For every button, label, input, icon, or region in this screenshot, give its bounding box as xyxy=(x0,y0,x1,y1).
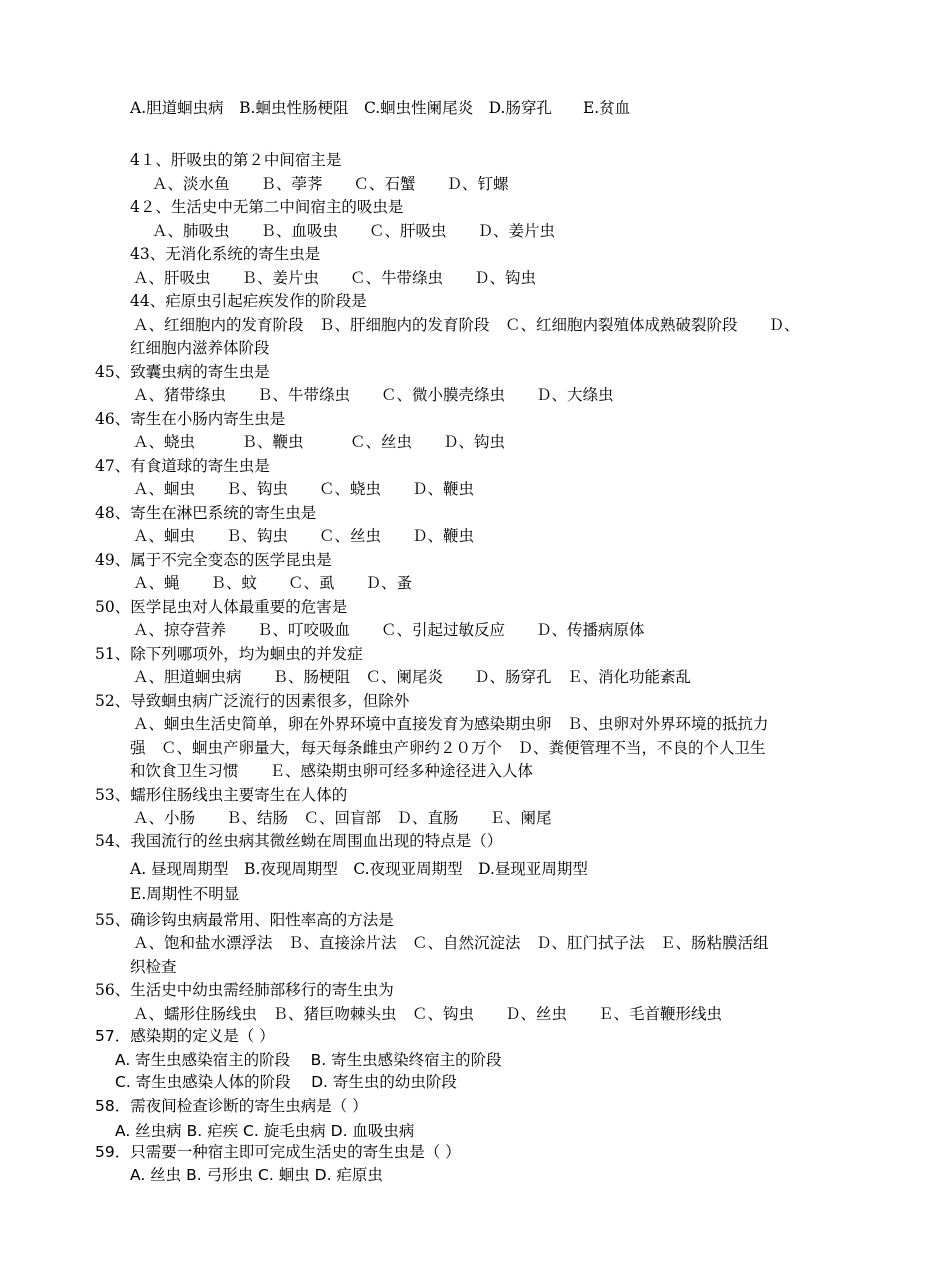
question-51: 51、除下列哪项外，均为蛔虫的并发症 xyxy=(95,645,363,663)
question-58: 58．需夜间检查诊断的寄生虫病是（ ） xyxy=(95,1097,368,1115)
question-57: 57．感染期的定义是（ ） xyxy=(95,1027,275,1045)
question-49: 49、属于不完全变态的医学昆虫是 xyxy=(95,551,332,569)
options-45: Ａ、猪带绦虫 Ｂ、牛带绦虫 Ｃ、微小膜壳绦虫 Ｄ、大绦虫 xyxy=(133,386,614,404)
options-41: Ａ、淡水鱼 Ｂ、荸荠 Ｃ、石蟹 Ｄ、钉螺 xyxy=(152,175,509,193)
options-55: Ａ、饱和盐水漂浮法 Ｂ、直接涂片法 Ｃ、自然沉淀法 Ｄ、肛门拭子法 Ｅ、肠粘膜活组 xyxy=(133,934,769,952)
options-59: A. 丝虫 B. 弓形虫 C. 蛔虫 D. 疟原虫 xyxy=(130,1166,383,1184)
question-45: 45、致囊虫病的寄生虫是 xyxy=(95,363,270,381)
options-52-line2: 强 Ｃ、蛔虫产卵量大，每天每条雌虫产卵约２０万个 Ｄ、粪便管理不当，不良的个人卫生 xyxy=(130,739,766,757)
options-53: Ａ、小肠 Ｂ、结肠 Ｃ、回盲部 Ｄ、直肠 Ｅ、阑尾 xyxy=(133,809,552,827)
options-48: Ａ、蛔虫 Ｂ、钩虫 Ｃ、丝虫 Ｄ、鞭虫 xyxy=(133,527,475,545)
options-49: Ａ、蝇 Ｂ、蚊 Ｃ、虱 Ｄ、蚤 xyxy=(133,574,413,592)
question-44: 44、疟原虫引起疟疾发作的阶段是 xyxy=(130,292,367,310)
options-44-cont: 红细胞内滋养体阶段 xyxy=(130,339,270,357)
options-57-line1: A. 寄生虫感染宿主的阶段 B. 寄生虫感染终宿主的阶段 xyxy=(115,1051,502,1069)
options-54-cont: E.周期性不明显 xyxy=(130,885,240,903)
options-50: Ａ、掠夺营养 Ｂ、叮咬吸血 Ｃ、引起过敏反应 Ｄ、传播病原体 xyxy=(133,621,645,639)
question-42: 4２、生活史中无第二中间宿主的吸虫是 xyxy=(130,198,404,216)
options-44: Ａ、红细胞内的发育阶段 Ｂ、肝细胞内的发育阶段 Ｃ、红细胞内裂殖体成熟破裂阶段 Ｄ、 xyxy=(133,316,800,334)
question-59: 59．只需要一种宿主即可完成生活史的寄生虫是（ ） xyxy=(95,1143,461,1161)
options-52-line3: 和饮食卫生习惯 Ｅ、感染期虫卵可经多种途径进入人体 xyxy=(130,762,534,780)
options-55-cont: 织检查 xyxy=(130,958,177,976)
option-line: A.胆道蛔虫病 B.蛔虫性肠梗阻 C.蛔虫性阑尾炎 D.肠穿孔 E.贫血 xyxy=(130,99,631,117)
options-47: Ａ、蛔虫 Ｂ、钩虫 Ｃ、蛲虫 Ｄ、鞭虫 xyxy=(133,480,475,498)
options-54: A. 昼现周期型 B.夜现周期型 C.夜现亚周期型 D.昼现亚周期型 xyxy=(130,860,588,878)
question-54: 54、我国流行的丝虫病其微丝蚴在周围血出现的特点是（） xyxy=(95,832,503,850)
options-52-line1: Ａ、蛔虫生活史简单，卵在外界环境中直接发育为感染期虫卵 Ｂ、虫卵对外界环境的抵抗力 xyxy=(133,715,769,733)
options-58: A. 丝虫病 B. 疟疾 C. 旋毛虫病 D. 血吸虫病 xyxy=(115,1122,415,1140)
question-53: 53、蠕形住肠线虫主要寄生在人体的 xyxy=(95,786,348,804)
question-52: 52、导致蛔虫病广泛流行的因素很多，但除外 xyxy=(95,692,410,710)
question-46: 46、寄生在小肠内寄生虫是 xyxy=(95,410,286,428)
options-43: Ａ、肝吸虫 Ｂ、姜片虫 Ｃ、牛带绦虫 Ｄ、钩虫 xyxy=(133,269,537,287)
question-48: 48、寄生在淋巴系统的寄生虫是 xyxy=(95,504,317,522)
options-42: Ａ、肺吸虫 Ｂ、血吸虫 Ｃ、肝吸虫 Ｄ、姜片虫 xyxy=(152,222,556,240)
question-41: 4１、肝吸虫的第２中间宿主是 xyxy=(130,151,342,169)
options-51: Ａ、胆道蛔虫病 Ｂ、肠梗阻 Ｃ、阑尾炎 Ｄ、肠穿孔 Ｅ、消化功能紊乱 xyxy=(133,668,692,686)
options-56: Ａ、蠕形住肠线虫 Ｂ、猪巨吻棘头虫 Ｃ、钩虫 Ｄ、丝虫 Ｅ、毛首鞭形线虫 xyxy=(133,1005,723,1023)
question-56: 56、生活史中幼虫需经肺部移行的寄生虫为 xyxy=(95,981,394,999)
question-50: 50、医学昆虫对人体最重要的危害是 xyxy=(95,598,348,616)
options-46: Ａ、蛲虫 Ｂ、鞭虫 Ｃ、丝虫 Ｄ、钩虫 xyxy=(133,433,506,451)
options-57-line2: C. 寄生虫感染人体的阶段 D. 寄生虫的幼虫阶段 xyxy=(115,1073,457,1091)
question-55: 55、确诊钩虫病最常用、阳性率高的方法是 xyxy=(95,911,394,929)
question-43: 43、无消化系统的寄生虫是 xyxy=(130,245,321,263)
question-47: 47、有食道球的寄生虫是 xyxy=(95,457,270,475)
